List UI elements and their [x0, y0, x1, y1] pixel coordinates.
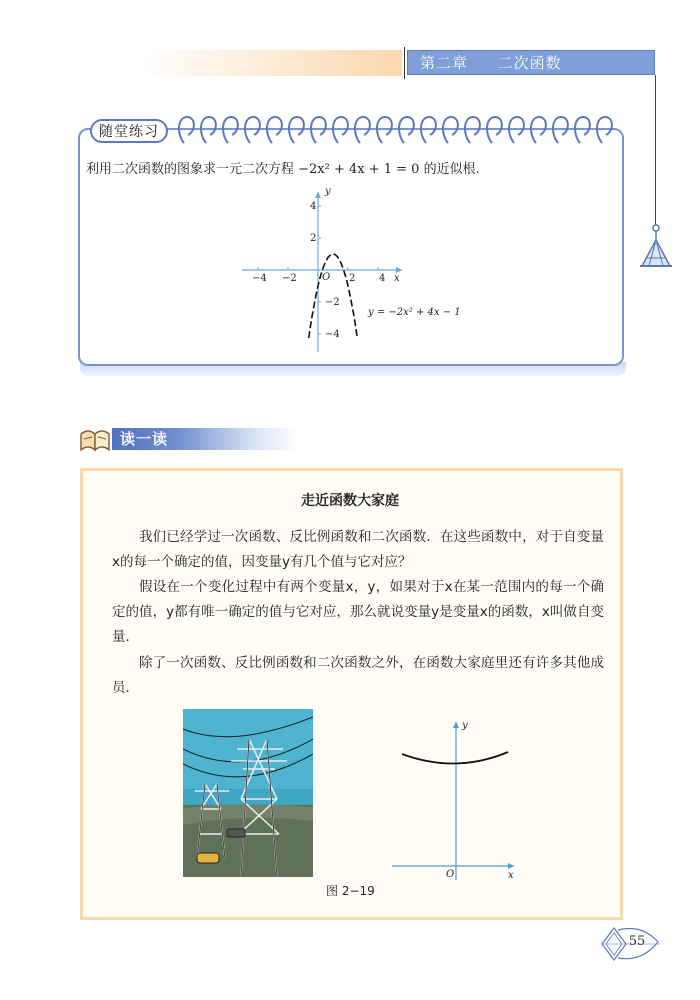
x-axis-label: x	[508, 870, 514, 881]
spiral-binding-icon	[176, 113, 616, 147]
origin-label: O	[322, 272, 331, 283]
header-gradient	[140, 50, 402, 76]
y-tick-label: 4	[310, 201, 317, 212]
margin-line	[655, 75, 656, 225]
practice-tag: 随堂练习	[90, 119, 168, 143]
figure-caption: 图 2−19	[326, 884, 375, 898]
paragraph: 除了一次函数、反比例函数和二次函数之外，在函数大家庭里还有许多其他成员．	[112, 655, 604, 696]
page-number: 55	[628, 934, 646, 949]
origin-label: O	[446, 869, 455, 880]
x-tick-label: 2	[349, 273, 356, 284]
parabola-curve	[309, 254, 358, 338]
equation-label: y = −2x² + 4x − 1	[368, 307, 461, 318]
power-tower-illustration	[183, 709, 313, 877]
function-graph	[390, 716, 520, 882]
y-tick-label: 2	[310, 233, 317, 244]
x-tick-label: 4	[379, 273, 386, 284]
compass-icon	[636, 222, 676, 274]
header-divider	[404, 47, 405, 79]
parabola-graph	[234, 184, 474, 354]
book-icon	[78, 426, 112, 452]
chapter-header	[407, 50, 655, 75]
y-axis-label: y	[462, 720, 468, 731]
reading-heading: 走近函数大家庭	[301, 493, 399, 509]
chapter-title: 二次函数	[497, 54, 562, 72]
curve	[402, 752, 508, 764]
x-axis-arrow	[508, 863, 514, 869]
section-title: 读一读	[112, 428, 298, 450]
y-tick-label: −2	[325, 297, 340, 308]
x-tick-label: −2	[282, 273, 297, 284]
paragraph: 我们已经学过一次函数、反比例函数和二次函数．在这些函数中，对于自变量x的每一个确定的值，因变量y有几个值与它对应？	[112, 529, 604, 570]
y-axis-arrow	[315, 192, 321, 198]
y-tick-label: −4	[325, 329, 340, 340]
x-axis-label: x	[394, 273, 400, 284]
y-axis-label: y	[325, 186, 331, 197]
practice-question: 利用二次函数的图象求一元二次方程 −2x² + 4x + 1 = 0 的近似根.	[86, 162, 480, 177]
paragraph: 假设在一个变化过程中有两个变量x，y，如果对于x在某一范围内的每一个确定的值，y都有唯一确定的值与它对应，那么就说变量y是变量x的函数，x叫做自变量．	[112, 579, 604, 645]
chapter-number: 第二章	[420, 54, 469, 72]
x-tick-label: −4	[252, 273, 267, 284]
y-axis-arrow	[453, 722, 459, 728]
